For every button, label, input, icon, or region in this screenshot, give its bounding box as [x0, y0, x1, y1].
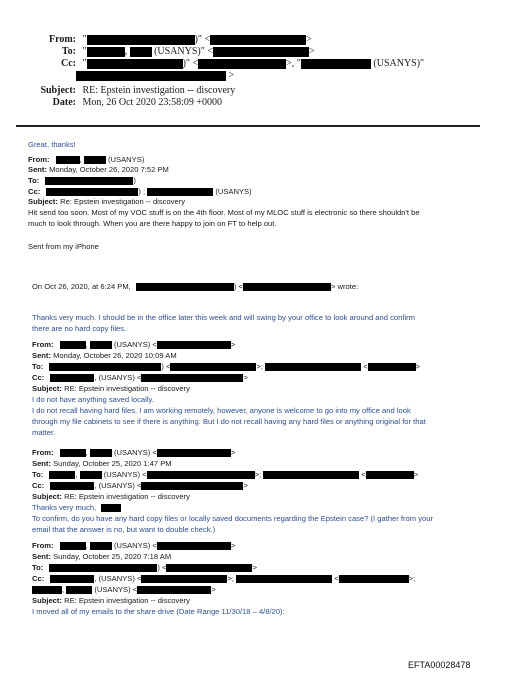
redaction — [141, 482, 243, 490]
redaction — [32, 586, 62, 594]
redaction — [339, 575, 409, 583]
msg4-body-0 — [32, 503, 121, 513]
msg1-to-row: To: ) — [28, 176, 136, 185]
msg5-subject: RE: Epstein investigation -- discovery — [64, 596, 190, 605]
msg5-cc-row-2: , (USANYS) < > — [32, 585, 216, 595]
msg4-from-row: From: , (USANYS) < > — [32, 448, 236, 457]
msg3-to-row: To: ) < >; < > — [32, 362, 421, 371]
msg4-from-label: From: — [32, 448, 54, 457]
redaction — [50, 575, 94, 583]
redaction — [301, 59, 371, 69]
header-to-label: To: — [61, 46, 76, 57]
msg3-from-suffix: (USANYS) < — [114, 340, 157, 349]
msg4-sent-label: Sent: — [32, 459, 51, 468]
redaction — [265, 363, 361, 371]
msg1-from-suffix: (USANYS) — [108, 155, 145, 164]
redaction — [141, 374, 243, 382]
msg1-sent-label: Sent: — [28, 165, 47, 174]
reply-body: Great, thanks! — [28, 140, 76, 149]
redaction — [147, 471, 255, 479]
msg5-from-label: From: — [32, 541, 54, 550]
msg1-subject: Re: Epstein investigation -- discovery — [60, 197, 186, 206]
header-date-label: Date: — [52, 97, 76, 108]
msg3-body-3: through my file cabinets to see if there is anything. But I do not recall having any hard files or anything original for that — [32, 417, 426, 426]
header-divider — [16, 125, 480, 127]
redaction — [170, 363, 256, 371]
redaction — [56, 156, 80, 164]
msg4-body-1: To confirm, do you have any hard copy files or locally saved documents regarding the Epstein case? (I gather from your — [32, 514, 433, 523]
msg2-body-1: Thanks very much. I should be in the office later this week and will swing by your office to look around and confirm — [32, 313, 415, 322]
msg1-cc-suffix: (USANYS) — [215, 187, 252, 196]
msg4-to-label: To: — [32, 470, 44, 479]
redaction — [87, 59, 183, 69]
msg1-quote-wrote: wrote: — [337, 282, 359, 291]
redaction — [136, 283, 234, 291]
header-cc-label: Cc: — [61, 58, 76, 69]
msg3-from-row: From: , (USANYS) < > — [32, 340, 236, 349]
redaction — [263, 471, 359, 479]
redaction — [76, 71, 226, 81]
document-id: EFTA00028478 — [408, 660, 471, 670]
redaction — [366, 471, 414, 479]
redaction — [90, 341, 112, 349]
redaction — [90, 449, 112, 457]
msg3-body-1: I do not have anything saved locally. — [32, 395, 154, 404]
msg1-signature: Sent from my iPhone — [28, 242, 99, 251]
redaction — [49, 363, 161, 371]
msg3-body-2: I do not recall having hard files. I am working remotely, however, anyone is welcome to go into my office and look — [32, 406, 411, 415]
redaction — [157, 449, 231, 457]
msg1-to-label: To: — [28, 176, 40, 185]
redaction — [50, 482, 94, 490]
header-subject-label: Subject: — [40, 85, 76, 96]
msg4-from-suffix: (USANYS) < — [114, 448, 157, 457]
header-date-row — [20, 97, 222, 109]
msg5-to-row: To: ) < > — [32, 563, 257, 572]
msg5-from-row: From: , (USANYS) < > — [32, 541, 236, 550]
msg5-cc-label: Cc: — [32, 574, 45, 583]
msg1-from-row: From: , (USANYS) — [28, 155, 145, 164]
redaction — [66, 586, 92, 594]
msg5-sent: Sunday, October 25, 2020 7:18 AM — [53, 552, 172, 561]
msg4-sent: Sunday, October 25, 2020 1:47 PM — [53, 459, 172, 468]
msg1-cc-label: Cc: — [28, 187, 41, 196]
redaction — [198, 59, 286, 69]
redaction — [137, 586, 211, 594]
redaction — [80, 471, 102, 479]
msg3-cc-row: Cc: , (USANYS) < > — [32, 373, 248, 382]
msg4-cc-suffix: (USANYS) < — [98, 481, 142, 490]
msg4-to-suffix: (USANYS) < — [103, 470, 147, 479]
redaction — [87, 47, 125, 57]
redaction — [60, 542, 86, 550]
header-subject: RE: Epstein investigation -- discovery — [82, 85, 236, 96]
redaction — [243, 283, 331, 291]
msg1-from-label: From: — [28, 155, 50, 164]
msg3-sent: Monday, October 26, 2020 10:09 AM — [53, 351, 177, 360]
msg1-quote-intro-row: On Oct 26, 2020, at 6:24 PM, ) < > wrote: — [32, 282, 359, 291]
msg1-sent: Monday, October 26, 2020 7:52 PM — [49, 165, 169, 174]
header-cc-suffix: (USANYS)" — [373, 58, 425, 69]
redaction — [236, 575, 332, 583]
msg1-sent-row — [28, 165, 169, 175]
msg4-cc-row: Cc: , (USANYS) < > — [32, 481, 248, 490]
msg2-body-2: there are no hard copy files. — [32, 324, 127, 333]
msg5-cc-suffix: (USANYS) < — [98, 574, 142, 583]
header-cc-row-2: > — [76, 70, 234, 82]
msg3-subject-label: Subject: — [32, 384, 62, 393]
msg5-cc2-suffix: (USANYS) < — [94, 585, 138, 594]
msg5-body-1: I moved all of my emails to the share drive (Date Range 11/30/18 – 4/8/20): — [32, 607, 285, 616]
redaction — [87, 35, 195, 45]
msg3-from-label: From: — [32, 340, 54, 349]
header-from-row: From: " )" < > — [20, 34, 312, 46]
header-cc-row: Cc: " )" < >, " (USANYS)" — [20, 58, 424, 70]
msg3-sent-row — [32, 351, 177, 361]
redaction — [157, 542, 231, 550]
msg4-subject-row — [32, 492, 190, 502]
header-subject-row — [20, 85, 235, 97]
msg1-quote-intro: On Oct 26, 2020, at 6:24 PM, — [32, 282, 131, 291]
msg5-from-suffix: (USANYS) < — [114, 541, 157, 550]
redaction — [49, 471, 75, 479]
msg5-subject-label: Subject: — [32, 596, 62, 605]
redaction — [166, 564, 252, 572]
header-from-label: From: — [48, 34, 76, 45]
msg5-cc-row: Cc: , (USANYS) < >; < >; — [32, 574, 416, 583]
msg4-to-row: To: , (USANYS) < >; < > — [32, 470, 419, 479]
msg3-body-4: matter. — [32, 428, 56, 437]
redaction — [46, 188, 138, 196]
msg1-subject-label: Subject: — [28, 197, 58, 206]
msg5-sent-label: Sent: — [32, 552, 51, 561]
msg3-subject-row — [32, 384, 190, 394]
redaction — [49, 564, 157, 572]
msg3-sent-label: Sent: — [32, 351, 51, 360]
redaction — [90, 542, 112, 550]
msg3-to-label: To: — [32, 362, 44, 371]
redaction — [101, 504, 121, 512]
redaction — [147, 188, 213, 196]
redaction — [60, 341, 86, 349]
msg4-subject: RE: Epstein investigation -- discovery — [64, 492, 190, 501]
redaction — [210, 35, 306, 45]
header-date: Mon, 26 Oct 2020 23:58:09 +0000 — [82, 97, 223, 108]
redaction — [130, 47, 152, 57]
msg3-cc-label: Cc: — [32, 373, 45, 382]
msg5-to-label: To: — [32, 563, 44, 572]
msg4-sent-row — [32, 459, 172, 469]
msg1-body-2: much to look through. When you are there happy to join on FT to help out. — [28, 219, 277, 228]
redaction — [60, 449, 86, 457]
redaction — [45, 177, 133, 185]
redaction — [84, 156, 106, 164]
msg4-cc-label: Cc: — [32, 481, 45, 490]
msg3-cc-suffix: (USANYS) < — [98, 373, 142, 382]
msg4-greeting: Thanks very much, — [32, 503, 97, 512]
msg5-subject-row — [32, 596, 190, 606]
redaction — [368, 363, 416, 371]
msg1-cc-row: Cc: ) ; (USANYS) — [28, 187, 252, 196]
header-to-row: To: " , (USANYS)" < > — [20, 46, 315, 58]
msg4-subject-label: Subject: — [32, 492, 62, 501]
msg4-body-2: email that the answer is no, but want to double check.) — [32, 525, 216, 534]
msg1-subject-row — [28, 197, 185, 207]
header-to-suffix: (USANYS)" — [154, 46, 205, 57]
redaction — [141, 575, 227, 583]
msg3-subject: RE: Epstein investigation -- discovery — [64, 384, 190, 393]
msg5-sent-row — [32, 552, 171, 562]
redaction — [157, 341, 231, 349]
msg1-body-1: Hit send too soon. Most of my VOC stuff is on the 4th floor. Most of my MLOC stuff is electronic so there shouldn't be — [28, 208, 420, 217]
redaction — [213, 47, 309, 57]
redaction — [50, 374, 94, 382]
